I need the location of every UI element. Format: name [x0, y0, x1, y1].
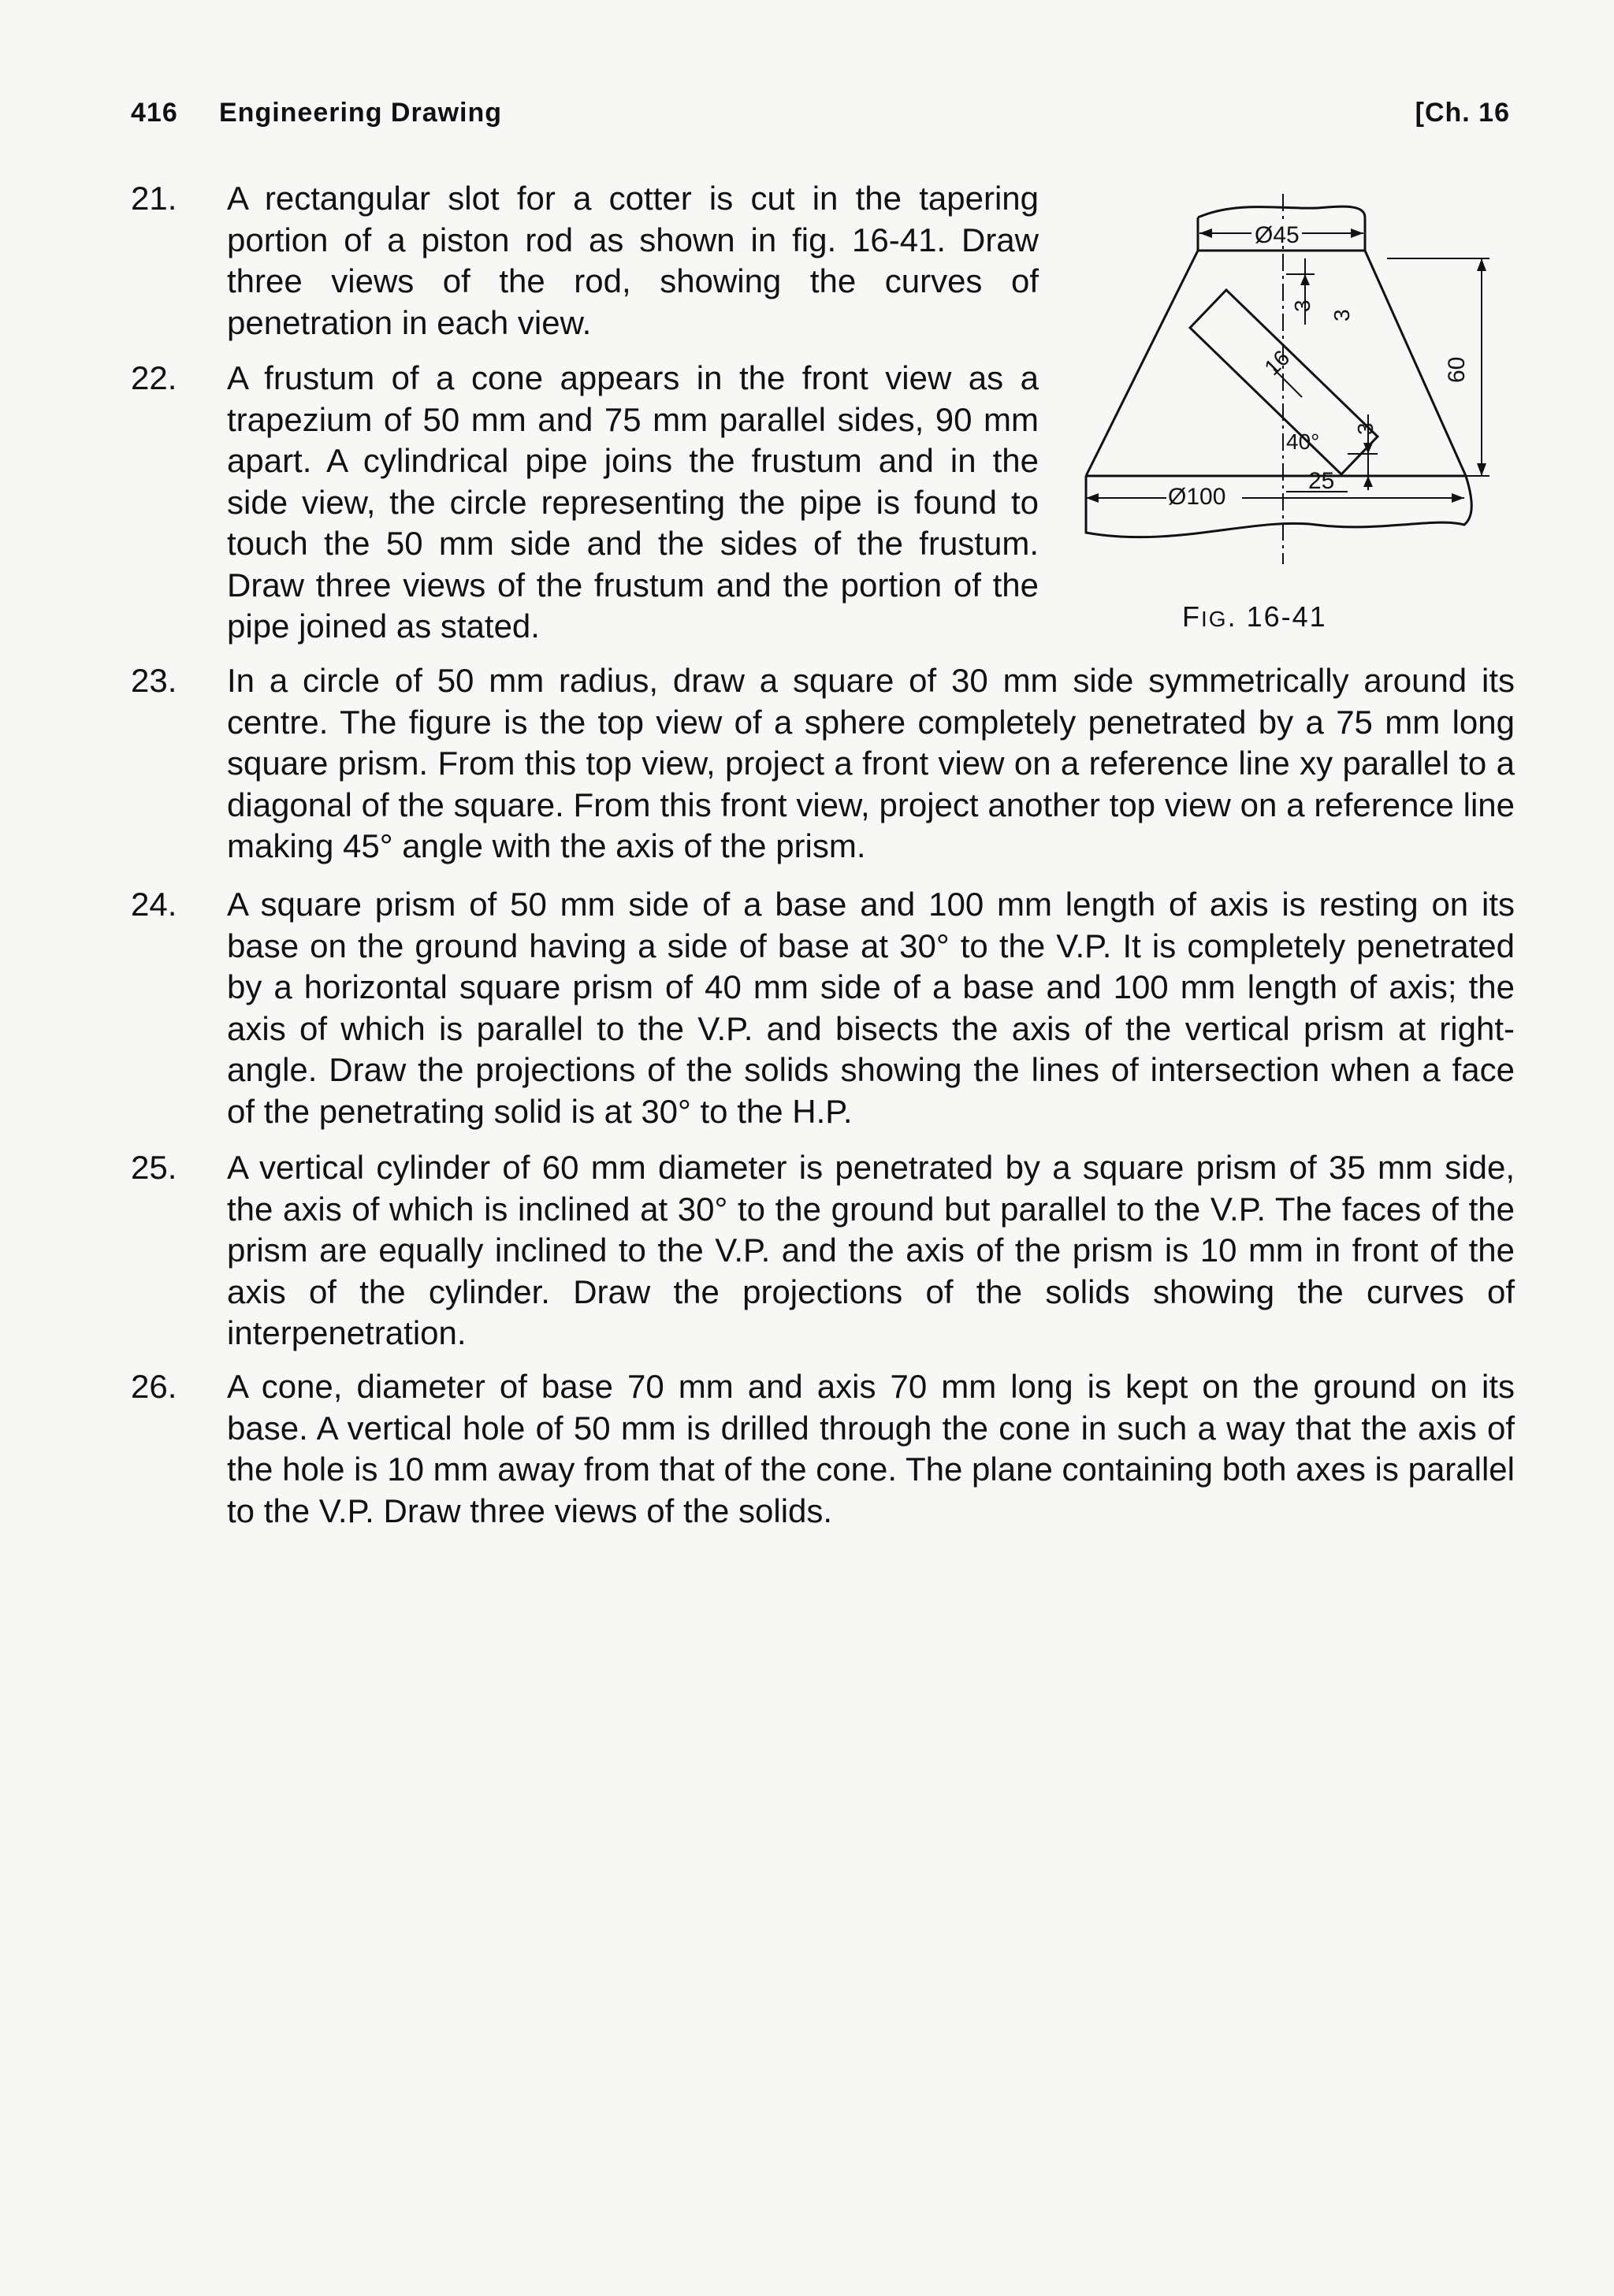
arrow: [1351, 228, 1363, 238]
dim-top-diameter: Ø45: [1255, 222, 1300, 248]
arrow: [1477, 258, 1486, 271]
arrow: [1477, 463, 1486, 476]
dim-offset-label: 3: [1330, 309, 1354, 321]
figure-caption: FIG. 16-41: [1182, 600, 1327, 633]
figure-16-41: [1080, 186, 1489, 643]
piston-rod-drawing: [1080, 186, 1489, 611]
problem-22: [131, 358, 1037, 657]
problem-text: A rectangular slot for a cotter is cut in the tapering portion of a piston rod as shown in fig. 16-41. Draw three views of the rod, showing the curves of penetration in each view.: [227, 180, 1039, 341]
bottom-rod-outline: [1086, 476, 1471, 537]
problem-number: 23.: [131, 662, 177, 699]
dim-slot-angle: 40°: [1286, 429, 1320, 454]
problem-number: 26.: [131, 1368, 177, 1405]
dim-height: 60: [1444, 356, 1470, 383]
problem-text: In a circle of 50 mm radius, draw a square of 30 mm side symmetrically around its centre. The figure is the top view of a sphere completely penetrated by a 75 mm long square prism. From this top view, project a front view on a reference line xy parallel to a diagonal of the square. From this front view, project another top view on a reference line making 45° angle with the axis of the prism.: [227, 662, 1515, 864]
dim-slot-offset-top: 3: [1290, 299, 1315, 312]
problem-text: A cone, diameter of base 70 mm and axis 70 mm long is kept on the ground on its base. A vertical hole of 50 mm is drilled through the cone in such a way that the axis of the hole is 10 mm away from that of the cone. The plane containing both axes is parallel to the V.P. Draw three views of the solids.: [227, 1368, 1515, 1529]
arrow: [1452, 493, 1464, 503]
dim-slot-offset-bottom: 3: [1353, 422, 1378, 435]
problem-number: 24.: [131, 886, 177, 923]
frustum-left-side: [1086, 251, 1198, 476]
problem-21: [131, 178, 1037, 351]
arrow: [1363, 476, 1373, 487]
problem-text: A frustum of a cone appears in the front view as a trapezium of 50 mm and 75 mm parallel sides, 90 mm apart. A cylindrical pipe joins the frustum and in the side view, the circle representing the pipe is found to touch the 50 mm side and the sides of the frustum. Draw three views of the frustum and the portion of the pipe joined as stated.: [227, 359, 1039, 645]
chapter-label: [Ch. 16: [1415, 98, 1510, 128]
page-number: 416: [131, 98, 178, 128]
problem-text: A square prism of 50 mm side of a base and 100 mm length of axis is resting on its base on the ground having a side of base at 30° to the V.P. It is completely penetrated by a horizontal square prism of 40 mm side of a base and 100 mm length of axis; the axis of which is parallel to the V.P. and bisects the axis of the vertical prism at right-angle. Draw the projections of the solids showing the lines of intersection when a face of the penetrating solid is at 30° to the H.P.: [227, 886, 1515, 1130]
problem-number: 22.: [131, 359, 177, 396]
dim-base-diameter: Ø100: [1168, 484, 1226, 510]
arrow: [1300, 274, 1310, 285]
top-break-line: [1198, 206, 1365, 217]
problem-number: 25.: [131, 1149, 177, 1186]
arrow: [1199, 228, 1212, 238]
dim-slot-width: 16: [1259, 345, 1295, 381]
book-title: Engineering Drawing: [219, 98, 503, 128]
arrow: [1086, 493, 1099, 503]
problem-number: 21.: [131, 180, 177, 217]
problem-text: A vertical cylinder of 60 mm diameter is penetrated by a square prism of 35 mm side, the axis of which is inclined at 30° to the ground but parallel to the V.P. The faces of the prism are equally inclined to the V.P. and the axis of the prism is 10 mm in front of the axis of the cylinder. Draw the projections of the solids showing the curves of interpenetration.: [227, 1149, 1515, 1351]
dim-slot-base: 25: [1308, 468, 1335, 494]
